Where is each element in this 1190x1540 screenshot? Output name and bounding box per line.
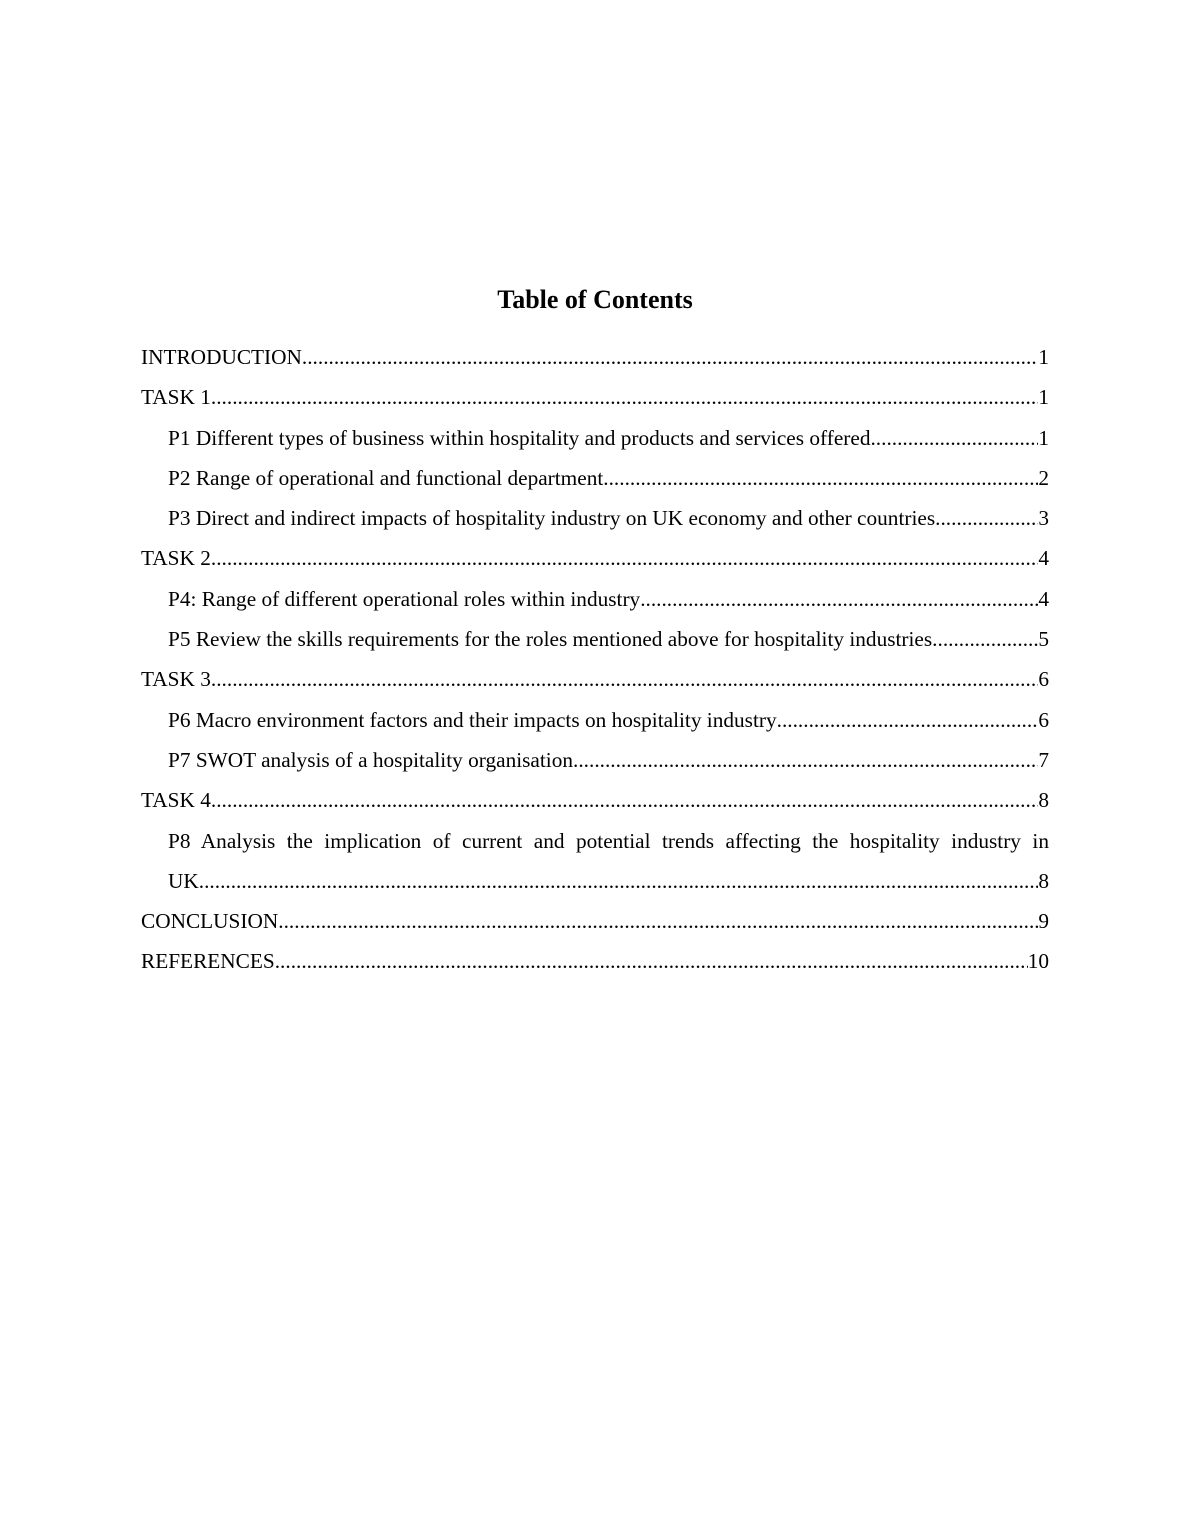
toc-entry-p8[interactable] xyxy=(141,864,1049,904)
toc-entry-text: P7 SWOT analysis of a hospitality organisation xyxy=(168,747,574,772)
toc-entry-task-2[interactable] xyxy=(141,541,1049,581)
toc-page-number: 4 xyxy=(1038,546,1049,571)
toc-entry-p6[interactable] xyxy=(141,703,1049,743)
toc-entry-p1[interactable] xyxy=(141,421,1049,461)
toc-dot-leader xyxy=(278,904,1038,938)
toc-page-number: 4 xyxy=(1038,586,1049,611)
toc-entry-text: CONCLUSION xyxy=(141,909,279,934)
toc-page-number: 1 xyxy=(1038,385,1049,410)
toc-page-number: 8 xyxy=(1038,788,1049,813)
toc-page-number: 1 xyxy=(1038,425,1049,450)
toc-entry-p3[interactable] xyxy=(141,501,1049,541)
toc-entry-task-1[interactable] xyxy=(141,380,1049,420)
toc-entry-p8-line1[interactable] xyxy=(141,824,1049,864)
toc-dot-leader xyxy=(275,944,1028,978)
toc-dot-leader xyxy=(211,783,1038,817)
toc-title: Table of Contents xyxy=(497,285,693,314)
toc-page-number: 9 xyxy=(1038,909,1049,934)
toc-page-number: 8 xyxy=(1038,868,1049,893)
toc-page-number: 3 xyxy=(1038,506,1049,531)
toc-page-number: 7 xyxy=(1038,747,1049,772)
toc-page-number: 5 xyxy=(1038,627,1049,652)
toc-entry-text: TASK 3 xyxy=(141,667,211,692)
toc-dot-leader xyxy=(938,622,1039,656)
toc-entry-text: P2 Range of operational and functional department xyxy=(168,465,604,490)
toc-entry-task-3[interactable] xyxy=(141,662,1049,702)
toc-dot-leader xyxy=(199,864,1039,898)
toc-entry-text: P1 Different types of business within hospitality and products and services offered xyxy=(168,425,871,450)
toc-entry-text: P3 Direct and indirect impacts of hospitality industry on UK economy and other countries xyxy=(168,506,936,531)
toc-entry-p4[interactable] xyxy=(141,582,1049,622)
toc-dot-leader xyxy=(935,501,1038,535)
toc-page-number: 10 xyxy=(1027,949,1049,974)
toc-entry-text: TASK 4 xyxy=(141,788,211,813)
toc-dot-leader xyxy=(640,582,1038,616)
toc-entry-p5[interactable] xyxy=(141,622,1049,662)
toc-entry-text: P6 Macro environment factors and their impacts on hospitality industry xyxy=(168,707,777,732)
toc-dot-leader xyxy=(777,703,1039,737)
toc-entry-text: INTRODUCTION xyxy=(141,345,302,369)
toc-entry-references[interactable] xyxy=(141,944,1049,984)
toc-dot-leader xyxy=(211,541,1038,575)
toc-entry-task-4[interactable] xyxy=(141,783,1049,823)
toc-dot-leader xyxy=(211,662,1038,696)
toc-entry-p7[interactable] xyxy=(141,743,1049,783)
toc-page-number: 2 xyxy=(1038,465,1049,490)
toc-dot-leader xyxy=(870,421,1038,455)
toc-entry-text: P4: Range of different operational roles within industry xyxy=(168,586,641,611)
toc-entry-p2[interactable] xyxy=(141,461,1049,501)
toc-entry-text: P5 Review the skills requirements for the roles mentioned above for hospitality industries. xyxy=(168,627,938,652)
toc-entry-text: REFERENCES xyxy=(141,949,275,974)
toc-dot-leader xyxy=(211,380,1038,414)
toc-entry-text: UK xyxy=(168,868,199,893)
toc-dot-leader xyxy=(573,743,1038,777)
toc-dot-leader xyxy=(603,461,1038,495)
toc-page-number: 6 xyxy=(1038,707,1049,732)
toc-entry-text: P8 Analysis the implication of current and potential trends affecting the hospitality industry in xyxy=(168,828,1049,853)
toc-entry-text: TASK 1 xyxy=(141,385,211,410)
toc-page-number: 6 xyxy=(1038,667,1049,692)
toc-dot-leader xyxy=(302,340,1038,374)
toc-list xyxy=(141,340,1049,985)
toc-entry-text: TASK 2 xyxy=(141,546,211,571)
toc-page-number: 1 xyxy=(1038,345,1049,369)
toc-entry-conclusion[interactable] xyxy=(141,904,1049,944)
toc-entry-introduction[interactable] xyxy=(141,340,1049,380)
